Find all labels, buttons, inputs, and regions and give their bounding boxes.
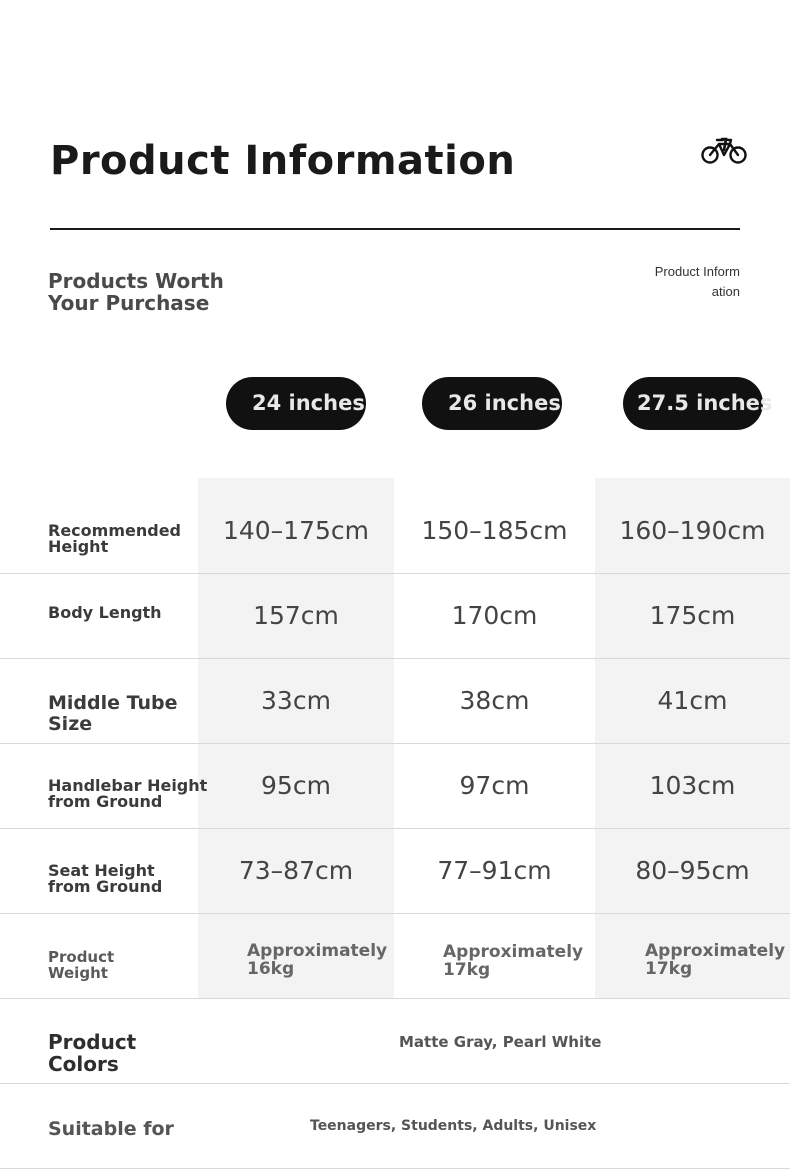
table-cell: 95cm (261, 771, 331, 800)
row-label: Handlebar Height from Ground (48, 776, 208, 811)
size-pill-24: 24 inches (226, 377, 366, 430)
table-cell: Approximately 17kg (443, 942, 584, 980)
row-label: Product Weight (48, 948, 115, 982)
size-pill-26: 26 inches (422, 377, 562, 430)
row-label: Product Colors (48, 1030, 137, 1076)
table-cell: Matte Gray, Pearl White (399, 1033, 602, 1051)
row-label: Middle Tube Size (48, 692, 178, 735)
table-row-seat-height (0, 829, 790, 914)
table-row-product-weight (0, 914, 790, 999)
table-row-product-colors (0, 999, 790, 1084)
table-cell: Teenagers, Students, Adults, Unisex (310, 1118, 597, 1134)
table-cell: 150–185cm (421, 516, 568, 545)
row-label: Body Length (48, 603, 162, 622)
row-label: Suitable for (48, 1118, 174, 1140)
size-pill-27-5: 27.5 inches (623, 377, 763, 430)
table-cell: 33cm (261, 686, 331, 715)
row-label: Recommended Height (48, 521, 181, 556)
table-cell: 140–175cm (222, 516, 370, 545)
table-row-handlebar-height (0, 744, 790, 829)
table-cell: 97cm (459, 771, 530, 800)
table-cell: Approximately 16kg (247, 941, 388, 979)
table-cell: 38cm (459, 686, 530, 715)
bicycle-icon (700, 134, 748, 166)
title-divider (50, 228, 740, 230)
page-title: Product Information (50, 138, 516, 184)
table-row-recommended-height (0, 478, 790, 574)
table-cell: 73–87cm (238, 856, 354, 885)
row-label: Seat Height from Ground (48, 861, 163, 896)
table-cell: 77–91cm (437, 856, 552, 885)
section-subtitle: Products Worth Your Purchase (48, 269, 224, 315)
table-cell: 170cm (451, 601, 538, 630)
table-cell: 175cm (649, 601, 736, 630)
table-cell: 41cm (657, 686, 728, 715)
table-cell: 103cm (649, 771, 736, 800)
table-cell: Approximately 17kg (645, 941, 786, 979)
side-caption: Product Inform ation (654, 264, 740, 299)
table-row-body-length (0, 574, 790, 659)
table-cell: 160–190cm (619, 516, 766, 545)
table-cell: 157cm (253, 601, 339, 630)
table-row-suitable-for (0, 1084, 790, 1169)
table-cell: 80–95cm (635, 856, 750, 885)
table-row-middle-tube (0, 659, 790, 744)
